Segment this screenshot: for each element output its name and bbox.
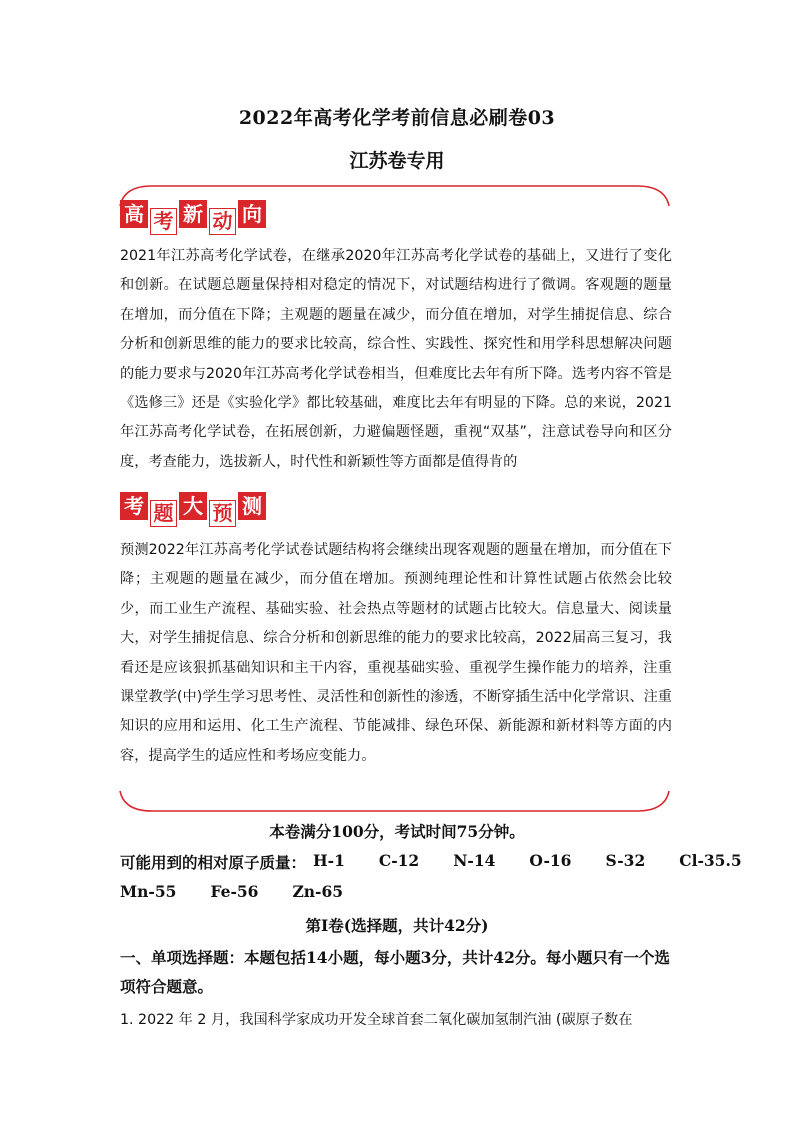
atomic-mass: Cl-35.5	[679, 851, 742, 870]
part-one-title: 第I卷(选择题，共计42分)	[305, 916, 489, 935]
prediction-paragraph: 预测2022年江苏高考化学试卷试题结构将会继续出现客观题的题量在增加，而分值在下降；主观题的题量在减少，而分值在增加。预测纯理论性和计算性试题占依然会比较少，而工业生产流程、基础实验、社会热点等题材的试题占比较大。信息量大、阅读量大，对学生捕捉信息、综合分析和创新思维的能力的要求比较高，2022届高三复习，我看还是应该狠抓基础知识和主干内容，重视基础实验、重视学生操作能力的培养，注重课堂教学(中)学生学习思考性、灵活性和创新性的渗透，不断穿插生活中化学常识、注重知识的应用和运用、化工生产流程、节能减排、绿色环保、新能源和新材料等方面的内容，提高学生的适应性和考场应变能力。	[120, 542, 672, 764]
atomic-mass: Fe-56	[210, 882, 259, 901]
atomic-mass: C-12	[378, 851, 420, 870]
atomic-mass: S-32	[605, 851, 646, 870]
atomic-mass-label: 可能用到的相对原子质量：	[120, 853, 307, 872]
banner-new-trends	[120, 200, 268, 236]
banner-char: 测	[238, 492, 266, 520]
banner-char: 向	[238, 200, 266, 228]
page-subtitle: 江苏卷专用	[349, 150, 445, 172]
atomic-mass: Zn-65	[292, 882, 344, 901]
banner-char: 动	[209, 208, 236, 235]
atomic-mass: O-16	[529, 851, 572, 870]
banner-prediction	[120, 492, 268, 528]
trends-paragraph: 2021年江苏高考化学试卷，在继承2020年江苏高考化学试卷的基础上，又进行了变化和创新。在试题总题量保持相对稳定的情况下，对试题结构进行了微调。客观题的题量在增加，而分值在下降；主观题的题量在减少，而分值在增加，对学生捕捉信息、综合分析和创新思维的能力的要求比较高，综合性、实践性、探究性和用学科思想解决问题的能力要求与2020年江苏高考化学试卷相当，但难度比去年有所下降。选考内容不管是《选修三》还是《实验化学》都比较基础，难度比去年有明显的下降。总的来说，2021年江苏高考化学试卷，在拓展创新，力避偏题怪题，重视“双基”，注意试卷导向和区分度，考查能力，选拔新人，时代性和新颖性等方面都是值得肯的	[120, 248, 672, 470]
bottom-bracket-decoration	[118, 789, 671, 815]
atomic-mass: H-1	[313, 851, 345, 870]
atomic-mass: Mn-55	[120, 882, 177, 901]
atomic-mass-row-2	[120, 882, 377, 901]
banner-char: 考	[120, 492, 148, 520]
banner-char: 新	[179, 200, 207, 228]
banner-char: 考	[150, 208, 177, 235]
atomic-mass-row-1	[313, 851, 742, 870]
atomic-mass: N-14	[453, 851, 496, 870]
banner-char: 预	[209, 500, 236, 527]
section-instruction: 一、单项选择题：本题包括14小题，每小题3分，共计42分。每小题只有一个选项符合题意。	[120, 948, 670, 996]
banner-char: 题	[150, 500, 177, 527]
page-title: 2022年高考化学考前信息必刷卷03	[238, 107, 556, 129]
question-1-text: 1. 2022 年 2 月，我国科学家成功开发全球首套二氧化碳加氢制汽油 (碳原子数在	[120, 1012, 633, 1028]
full-score-line: 本卷满分100分，考试时间75分钟。	[269, 822, 525, 841]
banner-char: 大	[179, 492, 207, 520]
banner-char: 高	[120, 200, 148, 228]
